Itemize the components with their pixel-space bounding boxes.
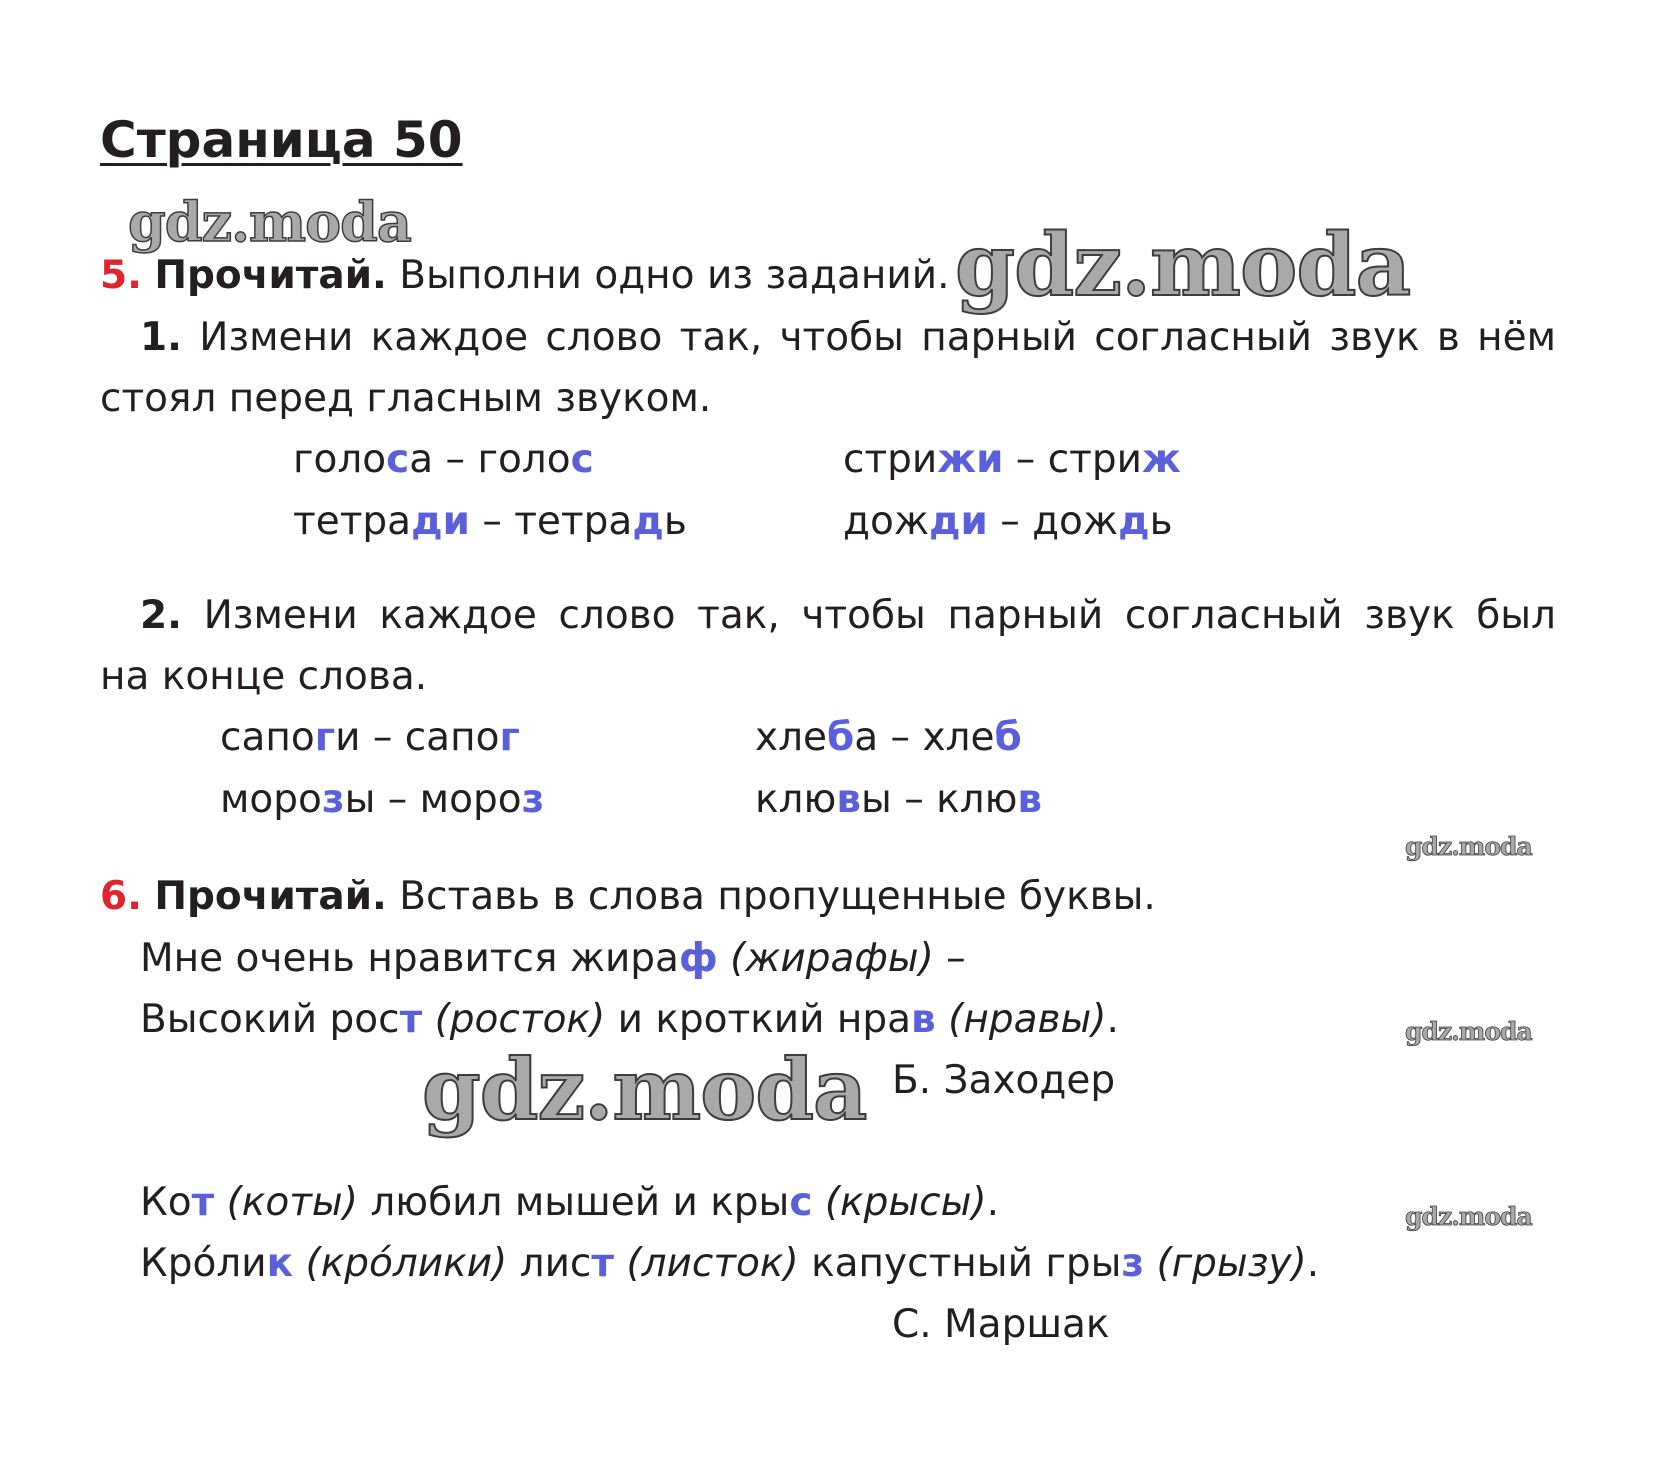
text-segment: ы – моро (344, 777, 522, 822)
answer-letter: с (570, 437, 594, 482)
poem-line (140, 998, 1119, 1043)
word-pair (843, 438, 1181, 483)
answer-letter: д (632, 499, 664, 544)
text-segment: Кро́ли (140, 1241, 267, 1286)
watermark: gdz.moda (1405, 1017, 1532, 1046)
poem-line (140, 1242, 1319, 1287)
answer-letter: в (836, 777, 862, 822)
poem-author: С. Маршак (892, 1302, 1110, 1347)
text-segment: моро (220, 777, 322, 822)
text-segment: ь (1149, 499, 1173, 544)
task6-instruction: Вставь в слова пропущенные буквы. (399, 874, 1156, 919)
watermark: gdz.moda (955, 215, 1411, 316)
hint-word: (грызу) (1156, 1241, 1307, 1286)
task5-sub2-line1 (140, 594, 1556, 639)
answer-letter: т (591, 1241, 614, 1286)
answer-letter: б (827, 715, 855, 760)
word-pair (843, 500, 1173, 545)
answer-letter: б (994, 715, 1022, 760)
word-pair (755, 716, 1022, 761)
text-segment (293, 1241, 305, 1286)
watermark: gdz.moda (1405, 1202, 1532, 1231)
answer-letter: д (1118, 499, 1150, 544)
watermark: gdz.moda (422, 1040, 867, 1139)
text-segment: . (1306, 1241, 1320, 1286)
answer-letter: г (314, 715, 336, 760)
word-pair (220, 778, 544, 823)
text-segment (214, 1180, 226, 1225)
hint-word: (кро́лики) (305, 1241, 508, 1286)
sub1-number: 1. (140, 315, 182, 360)
answer-letter: ф (678, 936, 718, 981)
task6-heading-label: Прочитай. (154, 874, 387, 919)
text-segment: – (933, 936, 966, 981)
task5-number: 5. (100, 253, 142, 298)
answer-letter: г (499, 715, 520, 760)
text-segment (1144, 1241, 1156, 1286)
hint-word: (росток) (434, 997, 606, 1042)
text-segment (422, 997, 434, 1042)
sub2-number: 2. (140, 593, 182, 638)
answer-letter: з (1121, 1241, 1145, 1286)
text-segment: – стри (1003, 437, 1142, 482)
text-segment: и – сапо (335, 715, 500, 760)
hint-word: (нравы) (948, 997, 1107, 1042)
hint-word: (коты) (226, 1180, 358, 1225)
task5-heading (100, 254, 950, 299)
text-segment: Высокий рос (140, 997, 400, 1042)
poem-line (140, 1181, 999, 1226)
text-segment: Ко (140, 1180, 192, 1225)
text-segment: ь (663, 499, 687, 544)
text-segment: стри (843, 437, 938, 482)
answer-letter: з (521, 777, 545, 822)
text-segment (718, 936, 730, 981)
answer-letter: в (1017, 777, 1043, 822)
task5-heading-label: Прочитай. (154, 253, 387, 298)
text-segment (936, 997, 948, 1042)
answer-letter: т (399, 997, 423, 1042)
answer-letter: ж (1141, 437, 1181, 482)
text-segment: лис (507, 1241, 592, 1286)
text-segment: ы – клю (861, 777, 1018, 822)
sub1-text: Измени каждое слово так, чтобы парный согласный звук в нём (199, 315, 1556, 360)
word-pair (293, 500, 687, 545)
word-pair (755, 778, 1042, 823)
text-segment: дож (843, 499, 929, 544)
text-segment: а – хле (854, 715, 995, 760)
poem-line (140, 937, 966, 982)
word-pair (220, 716, 520, 761)
answer-letter: к (266, 1241, 294, 1286)
watermark: gdz.moda (128, 190, 411, 254)
task6-number: 6. (100, 874, 142, 919)
hint-word: (листок) (626, 1241, 799, 1286)
answer-letter: жи (937, 437, 1004, 482)
text-segment: – тетра (469, 499, 633, 544)
hint-word: (крысы) (824, 1180, 987, 1225)
task5-instruction: Выполни одно из заданий. (399, 253, 950, 298)
answer-letter: ди (411, 499, 470, 544)
text-segment: сапо (220, 715, 315, 760)
text-segment: а – голо (409, 437, 571, 482)
text-segment: – дож (987, 499, 1119, 544)
text-segment: голо (293, 437, 387, 482)
word-pair (293, 438, 594, 483)
page-title: Страница 50 (100, 111, 463, 169)
text-segment (812, 1180, 824, 1225)
text-segment: клю (755, 777, 837, 822)
text-segment: . (986, 1180, 1000, 1225)
text-segment: . (1106, 997, 1119, 1042)
poem-author: Б. Заходер (892, 1058, 1116, 1103)
answer-letter: с (386, 437, 410, 482)
task5-sub1-line2: стоял перед гласным звуком. (100, 376, 712, 421)
task6-heading (100, 875, 1156, 920)
text-segment: Мне очень нравится жира (140, 936, 679, 981)
text-segment (614, 1241, 626, 1286)
task5-sub1-line1 (140, 316, 1556, 361)
answer-letter: с (789, 1180, 813, 1225)
sub2-text: Измени каждое слово так, чтобы парный согласный звук был (203, 593, 1556, 638)
text-segment: и кроткий нра (605, 997, 912, 1042)
hint-word: (жирафы) (730, 936, 934, 981)
text-segment: капустный гры (798, 1241, 1122, 1286)
answer-letter: ди (928, 499, 988, 544)
text-segment: хле (755, 715, 828, 760)
answer-letter: т (191, 1180, 215, 1225)
answer-letter: з (321, 777, 345, 822)
task5-sub2-line2: на конце слова. (100, 654, 428, 699)
text-segment: тетра (293, 499, 412, 544)
text-segment: любил мышей и кры (357, 1180, 790, 1225)
watermark: gdz.moda (1405, 832, 1532, 861)
answer-letter: в (911, 997, 936, 1042)
